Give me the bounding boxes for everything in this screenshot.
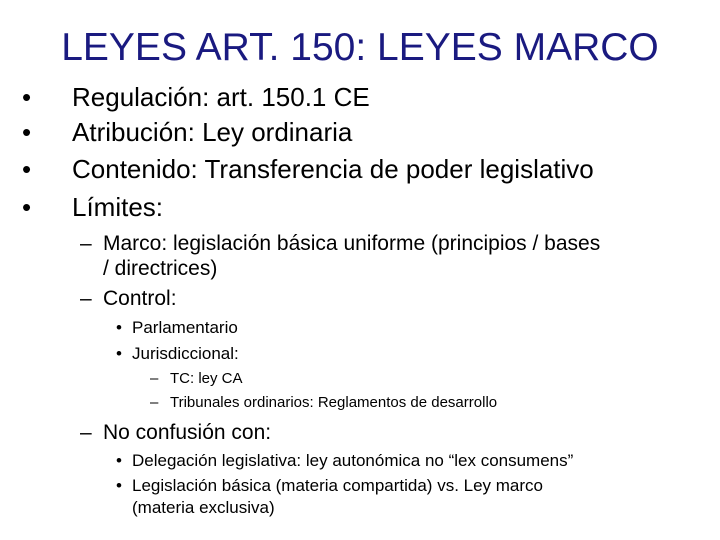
- jurisdiccional-item-tribunales: Tribunales ordinarios: Reglamentos de desarrollo: [170, 394, 498, 411]
- dash-marker: –: [80, 232, 92, 255]
- bullet-marker: •: [22, 82, 32, 112]
- bullet-contenido: Contenido: Transferencia de poder legislativo: [72, 154, 594, 184]
- bullet-marker: •: [22, 117, 32, 147]
- bullet-marker: •: [22, 154, 32, 184]
- bullet-regulacion: Regulación: art. 150.1 CE: [72, 82, 370, 112]
- bullet-marker: •: [116, 344, 122, 363]
- bullet-marker: •: [116, 476, 122, 495]
- bullet-marker: •: [116, 451, 122, 470]
- no-confusion-item-basica-line1: Legislación básica (materia compartida) vs. Ley marco: [132, 476, 544, 495]
- subitem-marco-line2: / directrices): [103, 257, 218, 280]
- dash-marker: –: [80, 421, 92, 444]
- slide-title: LEYES ART. 150: LEYES MARCO: [61, 26, 659, 69]
- no-confusion-item-delegacion: Delegación legislativa: ley autonómica no “lex consumens”: [132, 451, 574, 470]
- subitem-marco-line1: Marco: legislación básica uniforme (principios / bases: [103, 232, 601, 255]
- subitem-no-confusion: No confusión con:: [103, 421, 272, 444]
- bullet-atribucion: Atribución: Ley ordinaria: [72, 117, 353, 147]
- no-confusion-item-basica-line2: (materia exclusiva): [132, 498, 275, 517]
- bullet-marker: •: [22, 192, 32, 222]
- control-item-jurisdiccional: Jurisdiccional:: [132, 344, 239, 363]
- bullet-marker: •: [116, 318, 122, 337]
- bullet-limites: Límites:: [72, 192, 164, 222]
- subitem-control: Control:: [103, 287, 177, 310]
- dash-marker: –: [150, 394, 159, 411]
- dash-marker: –: [80, 287, 92, 310]
- jurisdiccional-item-tc: TC: ley CA: [170, 370, 243, 387]
- dash-marker: –: [150, 370, 159, 387]
- control-item-parlamentario: Parlamentario: [132, 318, 238, 337]
